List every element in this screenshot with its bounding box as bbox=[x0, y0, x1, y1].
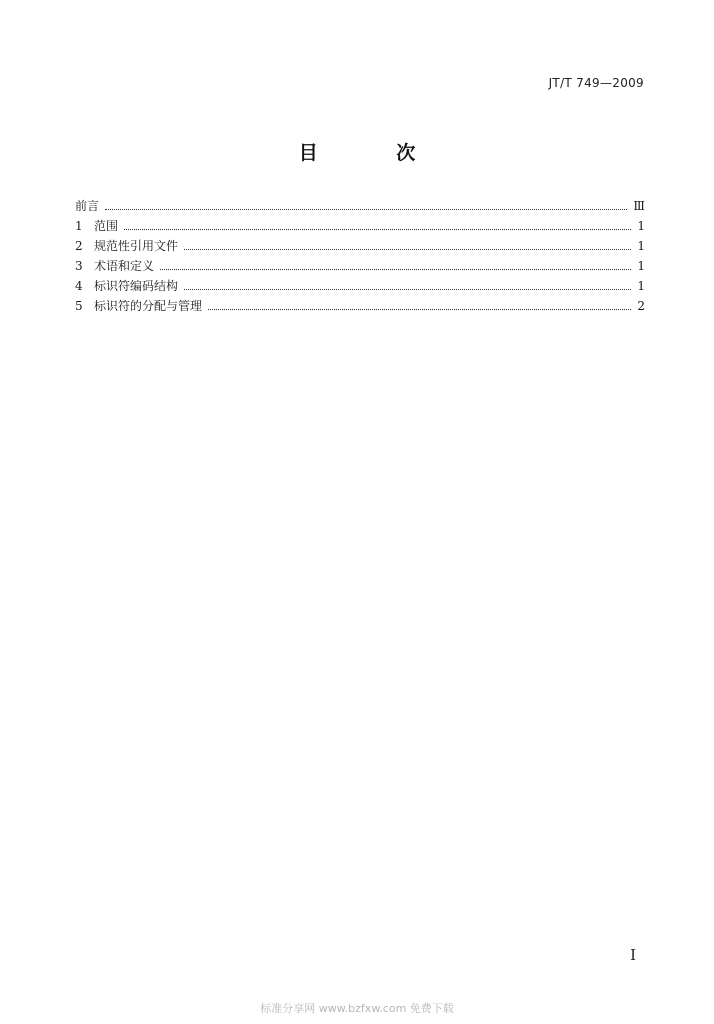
toc-entry-label: 标识符的分配与管理 bbox=[94, 299, 203, 313]
toc-entry-scope[interactable] bbox=[75, 216, 645, 236]
toc-entry-label: 范围 bbox=[94, 219, 119, 233]
toc-entry-label: 前言 bbox=[75, 199, 100, 213]
toc-leader-dots bbox=[208, 309, 631, 310]
toc-entry-number: 2 bbox=[75, 239, 83, 253]
toc-entry-number: 4 bbox=[75, 279, 83, 293]
toc-leader-dots bbox=[124, 229, 631, 230]
toc-entry-page: 2 bbox=[637, 299, 645, 313]
toc-entry-page: Ⅲ bbox=[633, 199, 645, 213]
toc-leader-dots bbox=[105, 209, 627, 210]
toc-entry-page: 1 bbox=[637, 219, 645, 233]
page-title: 目 次 bbox=[298, 142, 452, 164]
toc-leader-dots bbox=[184, 289, 631, 290]
toc-entry-page: 1 bbox=[637, 279, 645, 293]
toc-leader-dots bbox=[184, 249, 631, 250]
standard-code: JT/T 749—2009 bbox=[548, 76, 644, 90]
toc-entry-label: 术语和定义 bbox=[94, 259, 155, 273]
toc-entry-label: 规范性引用文件 bbox=[94, 239, 179, 253]
page-number: I bbox=[630, 946, 636, 964]
toc-entry-identifier-allocation[interactable] bbox=[75, 296, 645, 316]
toc-leader-dots bbox=[160, 269, 631, 270]
toc-entry-terms-definitions[interactable] bbox=[75, 256, 645, 276]
toc-entry-number: 3 bbox=[75, 259, 83, 273]
watermark-text: 标准分享网 www.bzfxw.com 免费下载 bbox=[260, 1002, 454, 1015]
toc-entry-normative-references[interactable] bbox=[75, 236, 645, 256]
toc-entry-identifier-structure[interactable] bbox=[75, 276, 645, 296]
toc-entry-page: 1 bbox=[637, 259, 645, 273]
toc-entry-number: 1 bbox=[75, 219, 83, 233]
toc-entry-page: 1 bbox=[637, 239, 645, 253]
toc-entry-number: 5 bbox=[75, 299, 83, 313]
toc-entry-foreword[interactable] bbox=[75, 196, 645, 216]
table-of-contents bbox=[75, 196, 645, 316]
toc-entry-label: 标识符编码结构 bbox=[94, 279, 179, 293]
